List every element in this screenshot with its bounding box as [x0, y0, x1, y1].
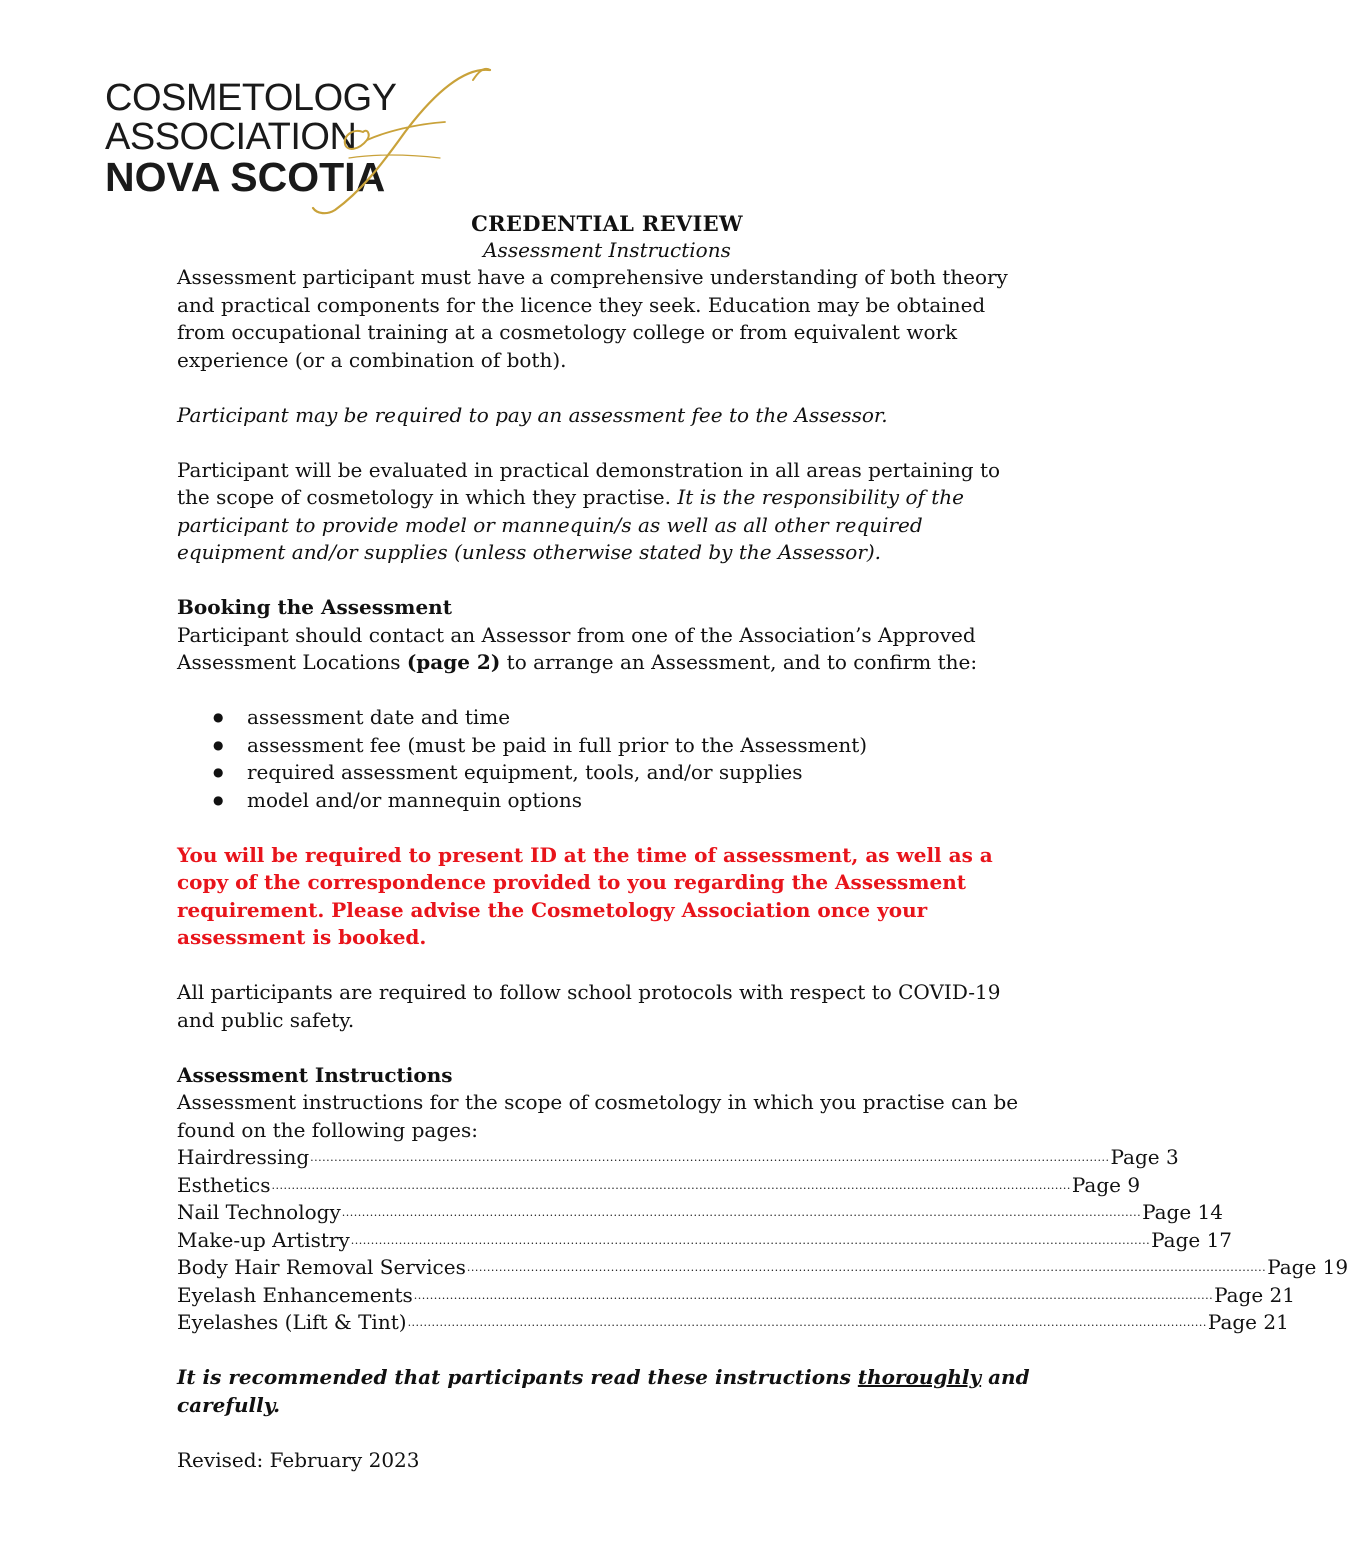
- toc-page: Page 21: [1207, 1310, 1289, 1334]
- id-warning: You will be required to present ID at the time of assessment, as well as a copy of the correspondence provided to you regarding the Assessment requirement. Please advise the Cosmetology Association once your assessment is booked.: [177, 842, 993, 949]
- evaluation-paragraph: [177, 457, 1037, 567]
- instructions-paragraph: Assessment instructions for the scope of cosmetology in which you practise can be found on the following pages:: [177, 1090, 1019, 1142]
- document-subtitle: Assessment Instructions: [483, 238, 731, 262]
- booking-paragraph: [177, 622, 1037, 677]
- page-index: [177, 1144, 1348, 1337]
- logo-line-nova-scotia: NOVA SCOTIA: [105, 154, 386, 200]
- booking-text-after: to arrange an Assessment, and to confirm the:: [500, 650, 978, 674]
- toc-leader: ........................................................................................................................................................................................................: [413, 1288, 1214, 1302]
- toc-label: Make-up Artistry: [177, 1227, 350, 1252]
- logo-line-cosmetology: COSMETOLOGY: [105, 77, 397, 119]
- toc-leader: ........................................................................................................................................................................................................: [310, 1151, 1110, 1164]
- logo-line-association: ASSOCIATION: [105, 116, 357, 158]
- document-title: CREDENTIAL REVIEW: [471, 211, 743, 236]
- booking-page-ref: (page 2): [406, 650, 501, 674]
- toc-row-nail-technology: [177, 1199, 1224, 1227]
- recommendation-emphasis: thoroughly: [857, 1365, 982, 1389]
- toc-label: Body Hair Removal Services: [177, 1255, 466, 1279]
- toc-label: Nail Technology: [177, 1200, 341, 1224]
- toc-label: Eyelash Enhancements: [177, 1282, 413, 1307]
- booking-checklist: [177, 704, 1037, 814]
- toc-label: Hairdressing: [177, 1145, 310, 1169]
- toc-page: Page 17: [1151, 1227, 1233, 1252]
- intro-paragraph: Assessment participant must have a comprehensive understanding of both theory and practical components for the licence they seek. Education may be obtained from occupational training at a cosmetology college or from equivalent work experience (or a combination of both).: [177, 265, 1008, 372]
- recommendation-note: [177, 1364, 1037, 1419]
- list-item: ● assessment fee (must be paid in full prior to the Assessment): [177, 732, 1037, 760]
- fee-note: Participant may be required to pay an assessment fee to the Assessor.: [177, 402, 888, 427]
- recommendation-before: It is recommended that participants read these instructions: [177, 1365, 858, 1389]
- association-logo: [105, 62, 505, 222]
- booking-text-before: Participant should contact an Assessor from one of the Association’s Approved Assessment Locations: [177, 622, 976, 674]
- covid-note: All participants are required to follow school protocols with respect to COVID-19 and public safety.: [177, 980, 1001, 1032]
- list-item: ● assessment date and time: [177, 704, 1037, 732]
- toc-row-make-up-artistry: [177, 1227, 1233, 1255]
- evaluation-text: Participant will be evaluated in practical demonstration in all areas pertaining to the scope of cosmetology in which they practise.: [177, 457, 1001, 509]
- toc-leader: ........................................................................................................................................................................................................: [271, 1178, 1071, 1192]
- list-item: ● required assessment equipment, tools, and/or supplies: [177, 759, 1037, 787]
- toc-label: Eyelashes (Lift & Tint): [177, 1310, 407, 1334]
- toc-row-eyelashes-lift-tint: [177, 1309, 1289, 1337]
- toc-row-esthetics: [177, 1172, 1141, 1200]
- toc-page: Page 21: [1214, 1282, 1296, 1307]
- instructions-heading: Assessment Instructions: [177, 1062, 453, 1087]
- toc-label: Esthetics: [177, 1172, 271, 1197]
- toc-row-eyelash-enhancements: [177, 1282, 1296, 1310]
- evaluation-responsibility: It is the responsibility of the participant to provide model or mannequin/s as well as all other required equipment and/or supplies (unless otherwise stated by the Assessor).: [177, 485, 965, 564]
- toc-leader: ........................................................................................................................................................................................................: [407, 1316, 1207, 1329]
- recommendation-after: and carefully.: [177, 1365, 1030, 1417]
- toc-row-hairdressing: [177, 1144, 1179, 1172]
- logo-of-script-swash: [105, 62, 505, 222]
- toc-page: Page 19: [1267, 1255, 1348, 1279]
- toc-page: Page 9: [1071, 1172, 1141, 1197]
- booking-heading: Booking the Assessment: [177, 595, 452, 619]
- toc-leader: ........................................................................................................................................................................................................: [341, 1206, 1142, 1219]
- toc-leader: ........................................................................................................................................................................................................: [350, 1233, 1151, 1247]
- toc-row-body-hair-removal: [177, 1254, 1348, 1282]
- toc-leader: ........................................................................................................................................................................................................: [466, 1261, 1267, 1274]
- toc-page: Page 3: [1110, 1145, 1179, 1169]
- revision-date: Revised: February 2023: [177, 1447, 420, 1472]
- list-item: ● model and/or mannequin options: [177, 787, 1037, 815]
- document-body: [177, 210, 1348, 1474]
- toc-page: Page 14: [1142, 1200, 1224, 1224]
